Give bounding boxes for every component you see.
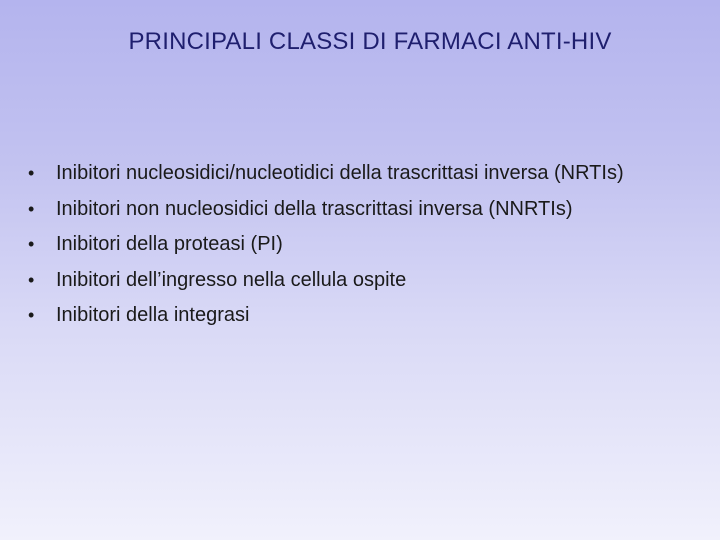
- bullet-item-entry: • Inibitori dell’ingresso nella cellula ospite: [26, 263, 706, 299]
- bullet-item-integrase: • Inibitori della integrasi: [26, 298, 706, 334]
- bullet-list: [26, 156, 706, 334]
- bullet-item-nrti: • Inibitori nucleosidici/nucleotidici della trascrittasi inversa (NRTIs): [26, 156, 706, 192]
- slide-title: PRINCIPALI CLASSI DI FARMACI ANTI-HIV: [128, 28, 612, 55]
- bullet-item-protease: • Inibitori della proteasi (PI): [26, 227, 706, 263]
- bullet-item-nnrti: • Inibitori non nucleosidici della trascrittasi inversa (NNRTIs): [26, 192, 706, 228]
